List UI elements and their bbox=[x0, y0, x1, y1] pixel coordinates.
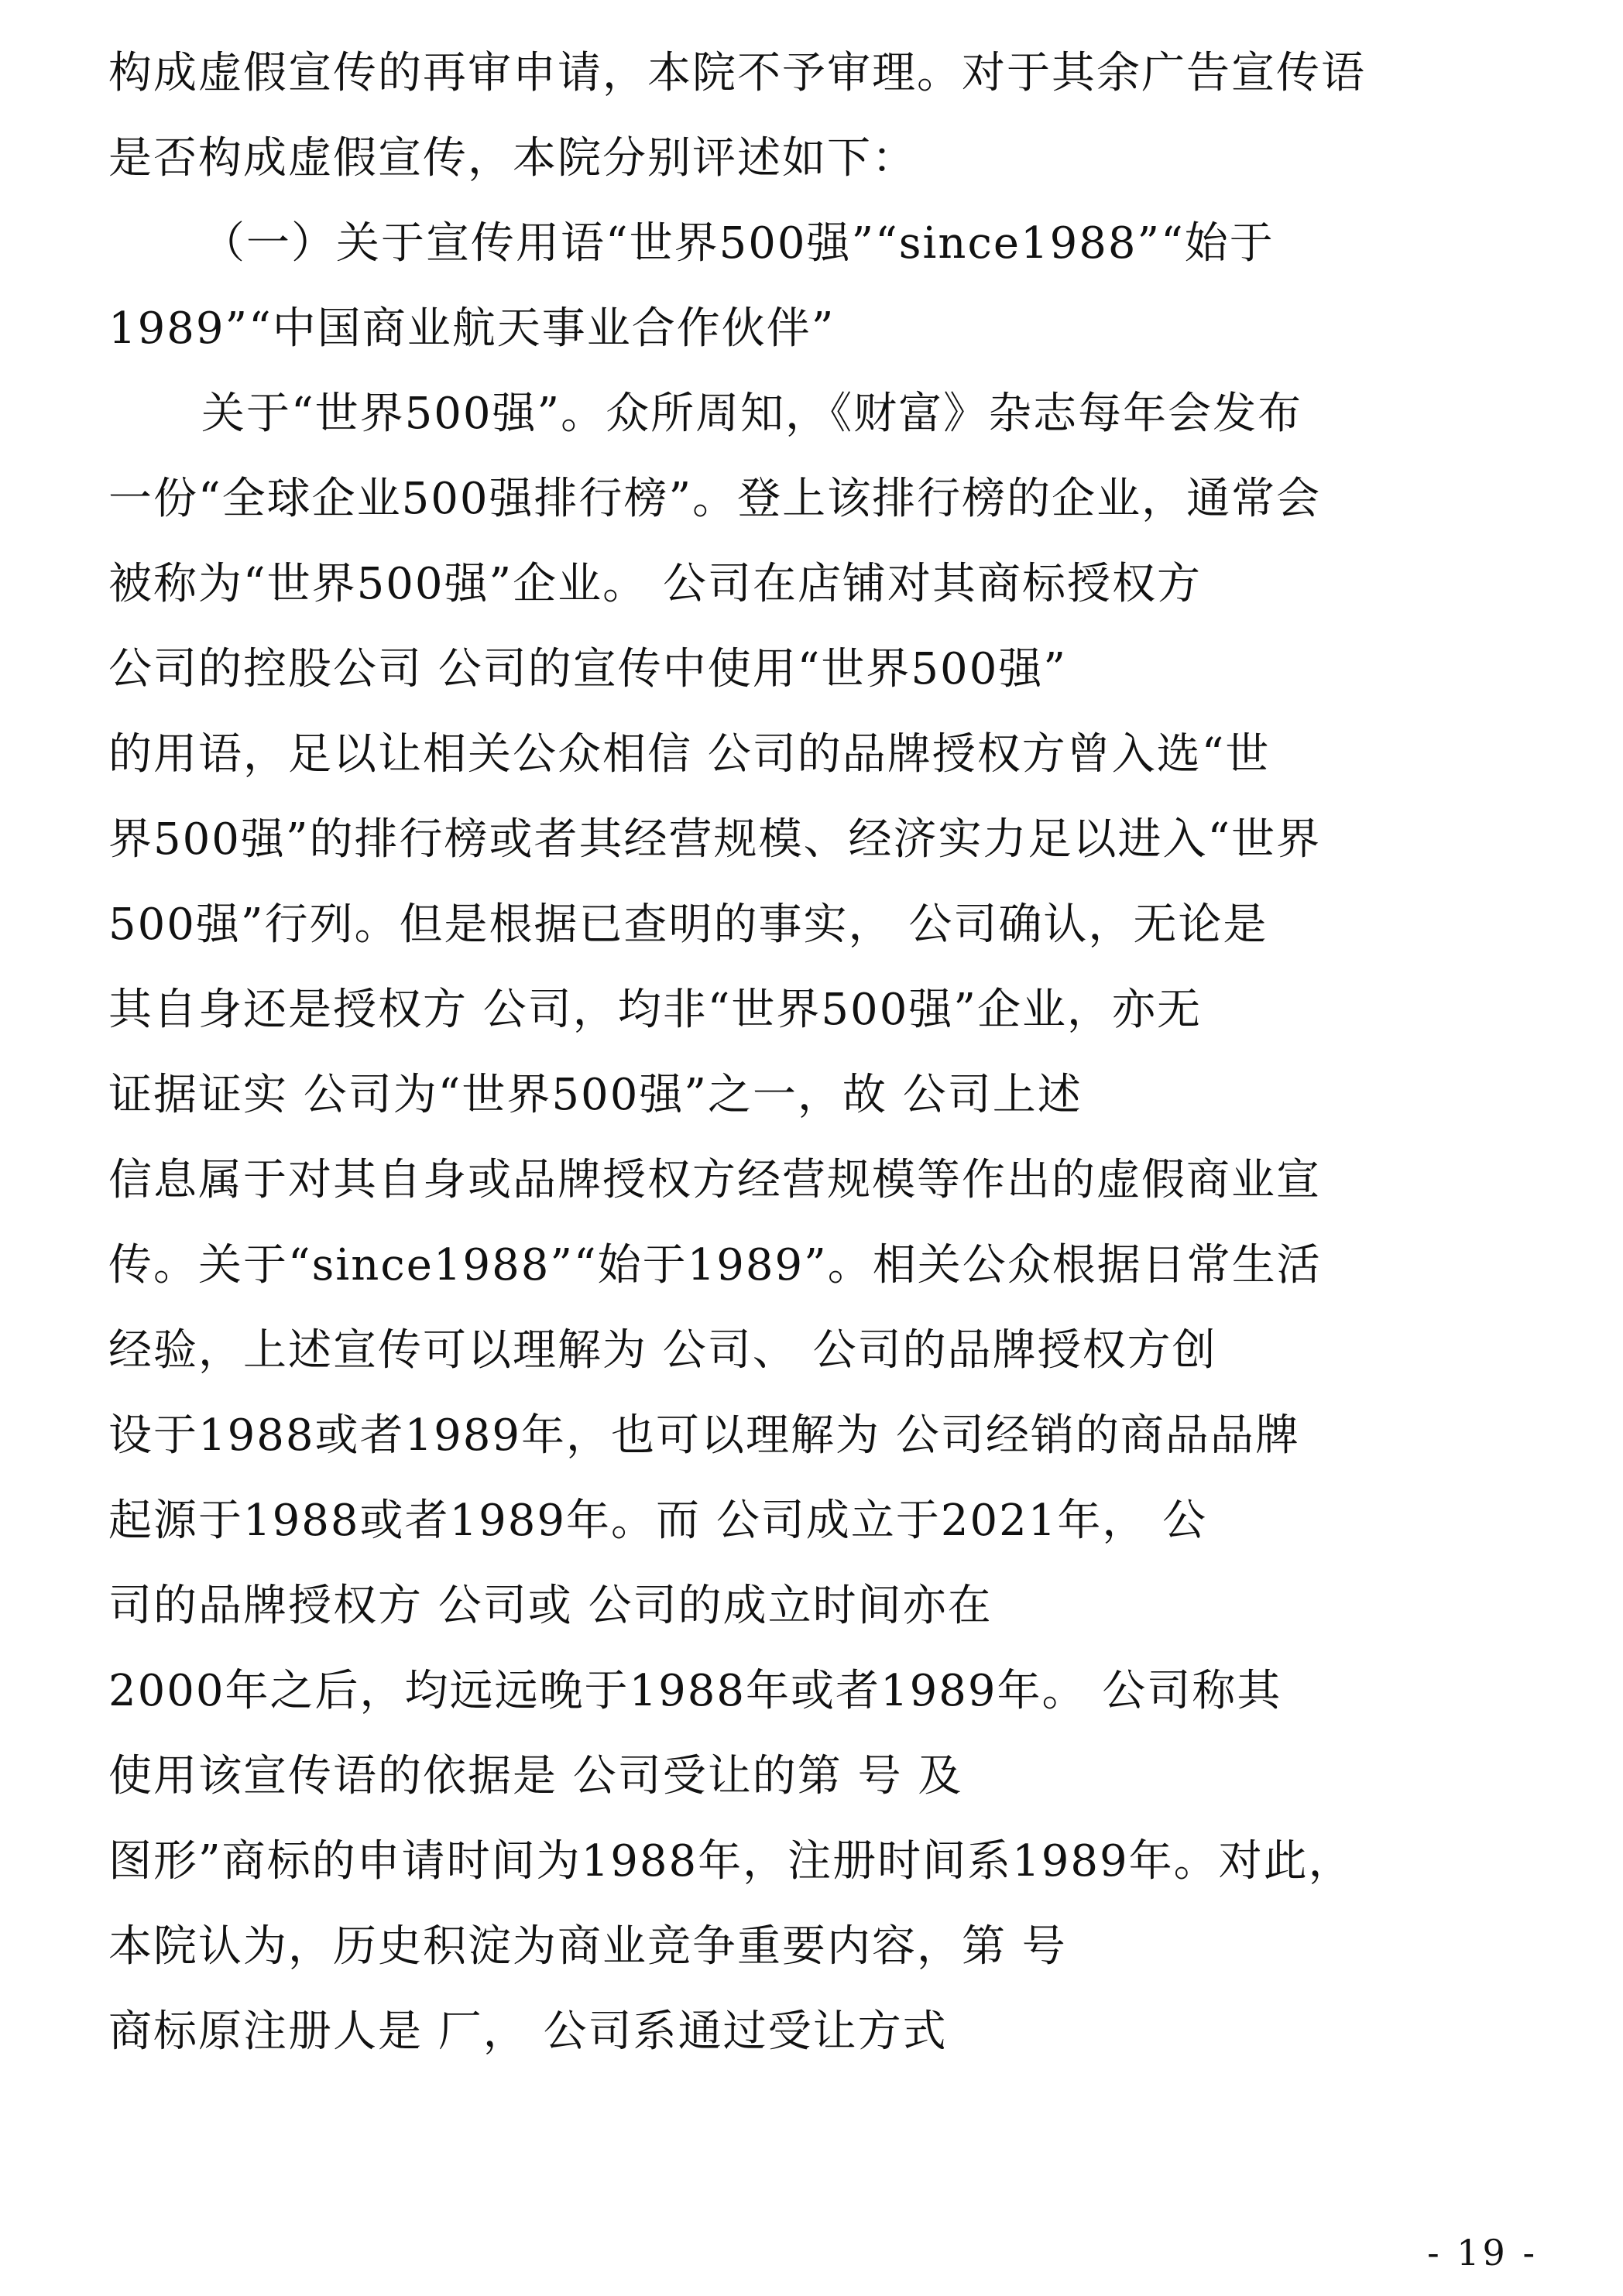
text-line: 其自身还是授权方 公司，均非“世界500强”企业，亦无 bbox=[108, 985, 1202, 1035]
text-line: 图形”商标的申请时间为1988年，注册时间系1989年。对此， bbox=[108, 1836, 1354, 1886]
text-line: 是否构成虚假宣传，本院分别评述如下： bbox=[108, 133, 917, 183]
text-line: 设于1988或者1989年，也可以理解为 公司经销的商品品牌 bbox=[108, 1410, 1300, 1461]
text-line: 的用语，足以让相关公众相信 公司的品牌授权方曾入选“世 bbox=[108, 729, 1271, 780]
text-line: 商标原注册人是 厂， 公司系通过受让方式 bbox=[108, 2006, 948, 2057]
text-line: 本院认为，历史积淀为商业竞争重要内容，第 号 bbox=[108, 1921, 1067, 1972]
text-line: 起源于1988或者1989年。而 公司成立于2021年， 公 bbox=[108, 1496, 1208, 1546]
page-number: - 19 - bbox=[1427, 2232, 1538, 2274]
text-line: 被称为“世界500强”企业。 公司在店铺对其商标授权方 bbox=[108, 559, 1202, 609]
text-line: 使用该宣传语的依据是 公司受让的第 号 及 bbox=[108, 1751, 963, 1801]
text-line: 司的品牌授权方 公司或 公司的成立时间亦在 bbox=[108, 1581, 993, 1631]
text-line: 经验，上述宣传可以理解为 公司、 公司的品牌授权方创 bbox=[108, 1325, 1217, 1376]
text-line: 构成虚假宣传的再审申请，本院不予审理。对于其余广告宣传语 bbox=[108, 48, 1366, 98]
text-line: 传。关于“since1988”“始于1989”。相关公众根据日常生活 bbox=[108, 1240, 1322, 1290]
section-heading-line: （一）关于宣传用语“世界500强”“since1988”“始于 bbox=[201, 218, 1275, 269]
document-body bbox=[108, 31, 1529, 2075]
text-line: 界500强”的排行榜或者其经营规模、经济实力足以进入“世界 bbox=[108, 814, 1322, 865]
text-line: 公司的控股公司 公司的宣传中使用“世界500强” bbox=[108, 644, 1067, 694]
text-line: 信息属于对其自身或品牌授权方经营规模等作出的虚假商业宣 bbox=[108, 1155, 1321, 1205]
text-line: 一份“全球企业500强排行榜”。登上该排行榜的企业，通常会 bbox=[108, 474, 1322, 524]
text-line: 500强”行列。但是根据已查明的事实， 公司确认，无论是 bbox=[108, 900, 1268, 950]
section-heading-line: 1989”“中国商业航天事业合作伙伴” bbox=[108, 303, 836, 354]
text-line: 2000年之后，均远远晚于1988年或者1989年。 公司称其 bbox=[108, 1666, 1282, 1716]
text-line: 证据证实 公司为“世界500强”之一，故 公司上述 bbox=[108, 1070, 1083, 1120]
text-line: 关于“世界500强”。众所周知，《财富》杂志每年会发布 bbox=[201, 389, 1303, 439]
